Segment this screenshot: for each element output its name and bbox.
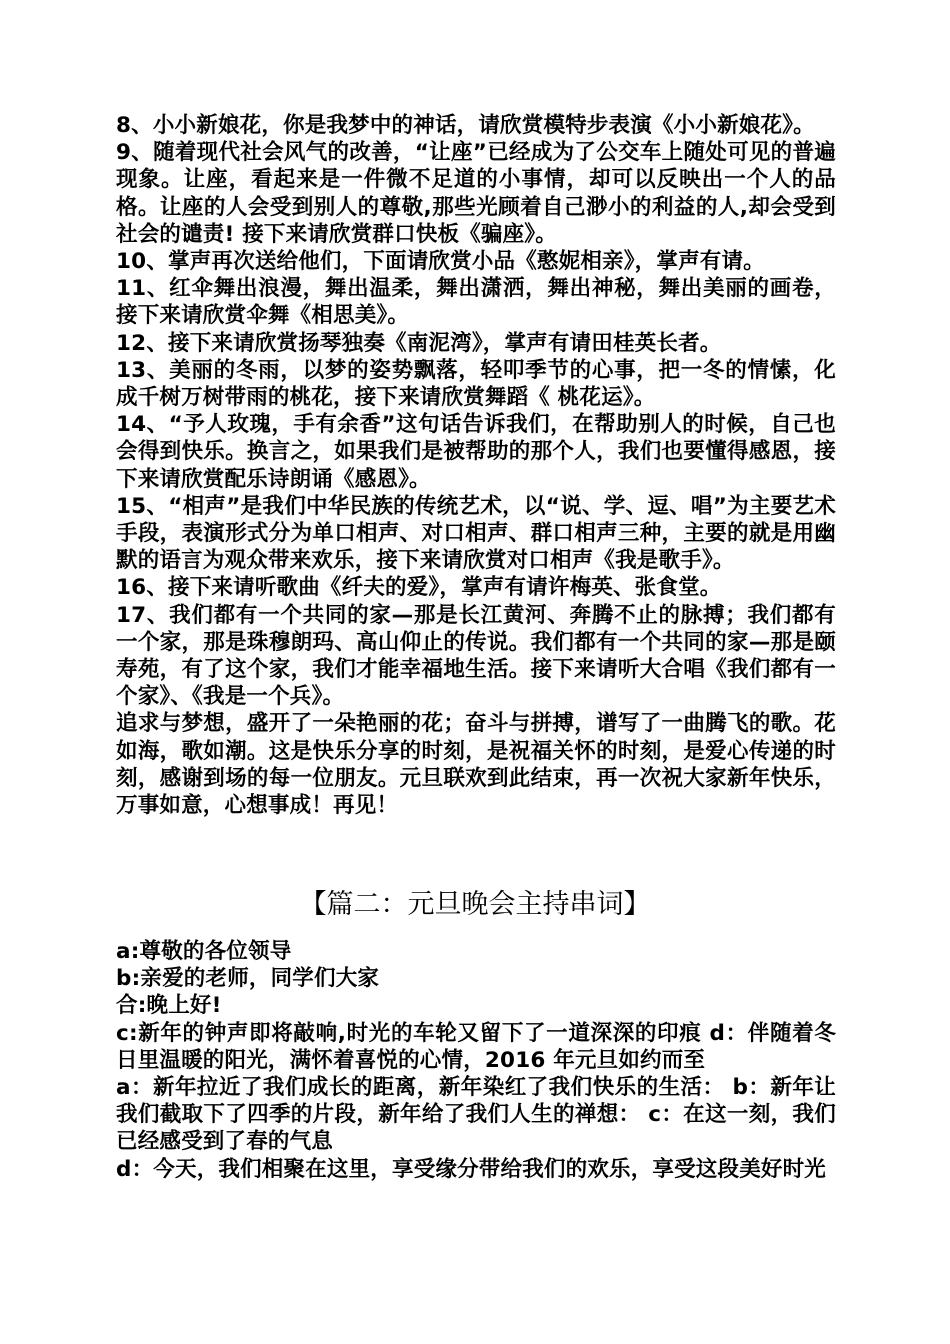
line-b-greeting: b:亲爱的老师，同学们大家 — [116, 966, 380, 992]
line-c-d: c:新年的钟声即将敲响,时光的车轮又留下了一道深深的印痕 d：伴随着冬日里温暖的阳光，满怀着喜悦的心情，2016 年元旦如约而至 — [116, 1020, 836, 1073]
closing-paragraph: 追求与梦想，盛开了一朵艳丽的花；奋斗与拼搏，谱写了一曲腾飞的歌。花如海，歌如潮。这是快乐分享的时刻，是祝福关怀的时刻，是爱心传递的时刻，感谢到场的每一位朋友。元旦联欢到此结束，再一次祝大家新年快乐，万事如意，心想事成！再见！ — [116, 711, 836, 819]
paragraph-10: 10、掌声再次送给他们，下面请欣赏小品《憨妮相亲》，掌声有请。 — [116, 249, 765, 275]
section-heading: 【篇二：元旦晚会主持串词】 — [299, 889, 651, 920]
paragraph-9: 9、随着现代社会风气的改善，“让座”已经成为了公交车上随处可见的普遍现象。让座，看起来是一件微不足道的小事情，却可以反映出一个人的品格。让座的人会受到别人的尊敬,那些光顾着自己渺小的利益的人,却会受到社会的谴责! 接下来请欣赏群口快板《骗座》。 — [116, 140, 836, 247]
line-d: d：今天，我们相聚在这里，享受缘分带给我们的欢乐，享受这段美好时光 — [116, 1156, 826, 1182]
paragraph-12: 12、接下来请欣赏扬琴独奏《南泥湾》，掌声有请田桂英长者。 — [116, 330, 722, 356]
line-a-greeting: a:尊敬的各位领导 — [116, 939, 292, 964]
document-body-part2 — [116, 938, 836, 1183]
paragraph-11: 11、红伞舞出浪漫，舞出温柔，舞出潇洒，舞出神秘，舞出美丽的画卷，接下来请欣赏伞舞《相思美》。 — [116, 276, 836, 329]
paragraph-17: 17、我们都有一个共同的家—那是长江黄河、奔腾不止的脉搏；我们都有一个家，那是珠穆朗玛、高山仰止的传说。我们都有一个共同的家—那是颐寿苑，有了这个家，我们才能幸福地生活。接下来请听大合唱《我们都有一个家》、《我是一个兵》。 — [116, 602, 836, 710]
paragraph-8: 8、小小新娘花，你是我梦中的神话，请欣赏模特步表演《小小新娘花》。 — [116, 113, 815, 138]
paragraph-13: 13、美丽的冬雨，以梦的姿势飘落，轻叩季节的心事，把一冬的情愫，化成千树万树带雨的桃花，接下来请欣赏舞蹈《 桃花运》。 — [116, 357, 836, 411]
paragraph-14: 14、“予人玫瑰，手有余香”这句话告诉我们，在帮助别人的时候，自己也会得到快乐。换言之，如果我们是被帮助的那个人，我们也要懂得感恩，接下来请欣赏配乐诗朗诵《感恩》。 — [116, 412, 836, 492]
line-together: 合:晚上好! — [116, 993, 222, 1019]
paragraph-15: 15、“相声”是我们中华民族的传统艺术，以“说、学、逗、唱”为主要艺术手段，表演形式分为单口相声、对口相声、群口相声三种，主要的就是用幽默的语言为观众带来欢乐，接下来请欣赏对口相声《我是歌手》。 — [116, 493, 836, 574]
line-a-b-c: a：新年拉近了我们成长的距离，新年染红了我们快乐的生活： b：新年让我们截取下了四季的片段，新年给了我们人生的禅想： c：在这一刻，我们已经感受到了春的气息 — [116, 1075, 836, 1155]
document-body-part1 — [116, 112, 836, 819]
paragraph-16: 16、接下来请听歌曲《纤夫的爱》，掌声有请许梅英、张食堂。 — [116, 575, 722, 601]
